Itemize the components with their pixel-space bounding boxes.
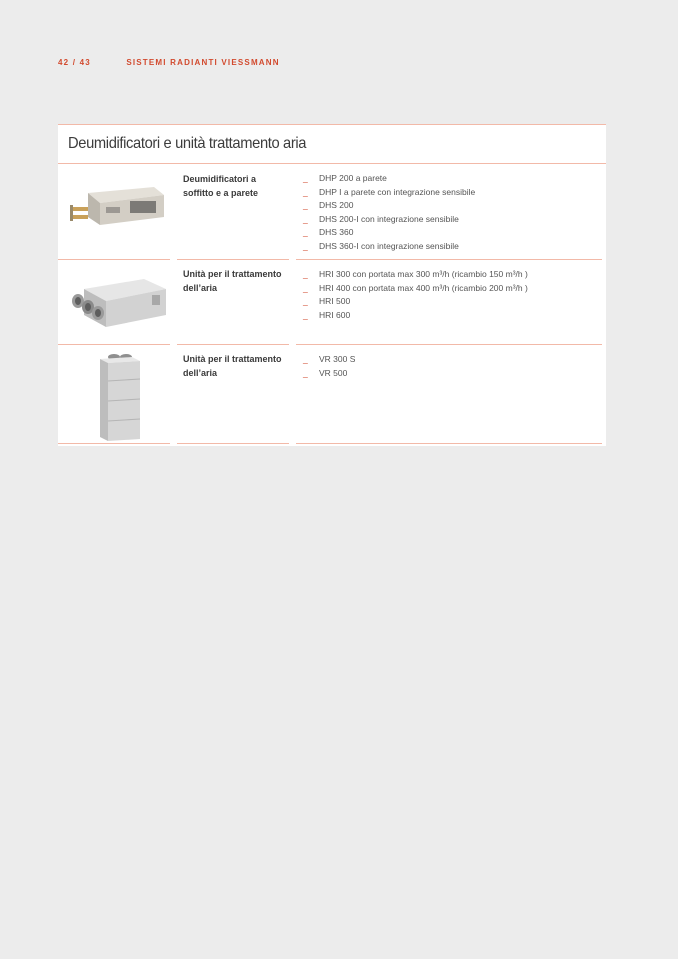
row-divider (296, 344, 602, 345)
bullet-dash: _ (303, 269, 308, 279)
list-item: _ HRI 500 (303, 295, 528, 309)
page-number: 42 / 43 (58, 58, 91, 67)
bullet-dash: _ (303, 213, 308, 224)
product-table-card (58, 124, 606, 446)
category-label: Unità per il trattamento dell’aria (183, 354, 282, 378)
bullet-dash: _ (303, 186, 308, 197)
row-divider (177, 344, 289, 345)
row-divider (296, 259, 602, 260)
list-item: _ DHS 360-I con integrazione sensibile (303, 240, 475, 254)
row-divider (58, 443, 170, 444)
bullet-dash: _ (303, 240, 308, 251)
model-list (303, 172, 475, 254)
list-item: _ HRI 400 con portata max 400 m³/h (ricambio 200 m³/h ) (303, 282, 528, 296)
category-label: Unità per il trattamento dell’aria (183, 269, 282, 293)
list-item: _ DHP I a parete con integrazione sensibile (303, 186, 475, 200)
title-divider (58, 163, 606, 164)
ceiling-dehumidifier-unit-image (66, 181, 171, 244)
page-header (58, 58, 280, 67)
row-divider (177, 259, 289, 260)
bullet-dash: _ (303, 309, 308, 320)
horizontal-air-handling-unit-image (66, 275, 171, 340)
row-divider (58, 259, 170, 260)
list-item: _ HRI 600 (303, 309, 528, 323)
list-item: _ DHS 200-I con integrazione sensibile (303, 213, 475, 227)
category-label: Deumidificatori a soffitto e a parete (183, 174, 259, 198)
list-item: _ DHS 200 (303, 199, 475, 213)
model-list (303, 268, 528, 322)
bullet-dash: _ (303, 367, 308, 378)
vertical-air-handling-unit-image (94, 351, 146, 448)
bullet-dash: _ (303, 200, 308, 211)
bullet-dash: _ (303, 173, 308, 183)
bullet-dash: _ (303, 296, 308, 307)
model-list (303, 353, 355, 380)
row-divider (296, 443, 602, 444)
bullet-dash: _ (303, 227, 308, 238)
row-divider (177, 443, 289, 444)
list-item: _ DHS 360 (303, 226, 475, 240)
list-item: _ DHP 200 a parete (303, 172, 475, 186)
list-item: _ VR 300 S (303, 353, 355, 367)
bullet-dash: _ (303, 282, 308, 293)
row-divider (58, 344, 170, 345)
bullet-dash: _ (303, 354, 308, 364)
card-title: Deumidificatori e unità trattamento aria (68, 135, 307, 152)
list-item: _ HRI 300 con portata max 300 m³/h (ricambio 150 m³/h ) (303, 268, 528, 282)
list-item: _ VR 500 (303, 367, 355, 381)
section-title: SISTEMI RADIANTI VIESSMANN (126, 58, 280, 67)
